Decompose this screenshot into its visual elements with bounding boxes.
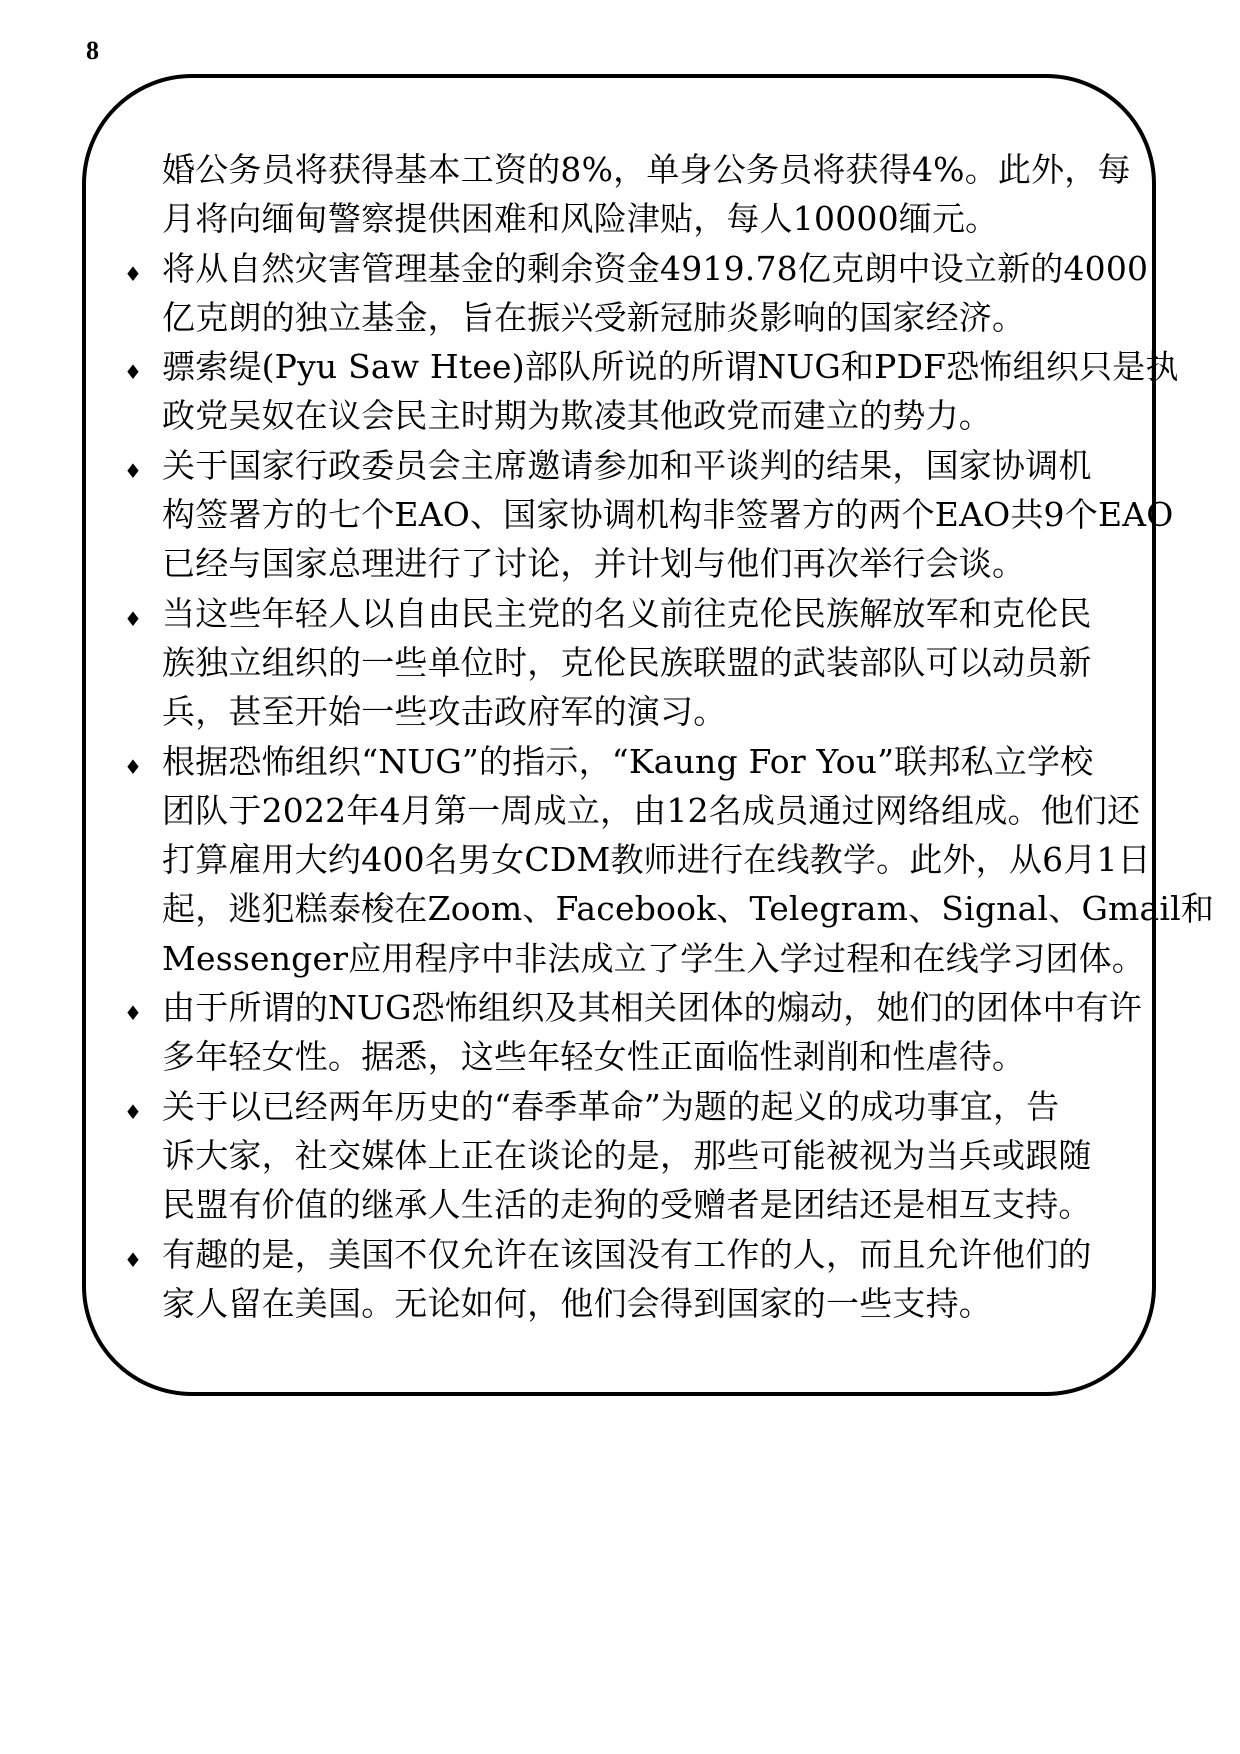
diamond-bullet-icon: ♦ [124, 754, 143, 779]
bullet-item [122, 983, 1143, 1082]
text-line: Messenger应用程序中非法成立了学生入学过程和在线学习团体。 [162, 938, 1146, 978]
bullet-item [122, 589, 1132, 737]
diamond-bullet-icon: ♦ [124, 261, 143, 286]
text-line: 家人留在美国。无论如何，他们会得到国家的一些支持。 [162, 1283, 992, 1323]
text-line: 多年轻女性。据悉，这些年轻女性正面临性剥削和性虐待。 [162, 1037, 1026, 1077]
text-line: 婚公务员将获得基本工资的8%，单身公务员将获得4%。此外，每 [162, 150, 1131, 189]
text-line: 根据恐怖组织“NUG”的指示，“Kaung For You”联邦私立学校 [162, 741, 1094, 781]
text-line: 政党吴奴在议会民主时期为欺凌其他政党而建立的势力。 [162, 396, 992, 436]
text-line: 有趣的是，美国不仅允许在该国没有工作的人，而且允许他们的 [162, 1234, 1092, 1274]
text-line: 团队于2022年4月第一周成立，由12名成员通过网络组成。他们还 [162, 790, 1141, 830]
diamond-bullet-icon: ♦ [124, 1099, 143, 1124]
bullet-item [122, 244, 1149, 343]
text-line: 打算雇用大约400名男女CDM教师进行在线教学。此外，从6月1日 [162, 840, 1151, 880]
text-line: 构签署方的七个EAO、国家协调机构非签署方的两个EAO共9个EAO [162, 495, 1174, 535]
diamond-bullet-icon: ♦ [124, 360, 143, 385]
diamond-bullet-icon: ♦ [124, 606, 143, 631]
text-line: 将从自然灾害管理基金的剩余资金4919.78亿克朗中设立新的4000 [162, 248, 1149, 288]
bullet-item [122, 737, 1215, 983]
bullet-item [122, 1082, 1132, 1230]
diamond-bullet-icon: ♦ [124, 458, 143, 483]
text-line: 由于所谓的NUG恐怖组织及其相关团体的煽动，她们的团体中有许 [162, 988, 1143, 1028]
text-line: 起，逃犯糕泰梭在Zoom、Facebook、Telegram、Signal、Gmail和 [162, 889, 1215, 929]
text-line: 月将向缅甸警察提供困难和风险津贴，每人10000缅元。 [162, 199, 999, 239]
text-line: 诉大家，社交媒体上正在谈论的是，那些可能被视为当兵或跟随 [162, 1135, 1092, 1175]
text-line: 骠索缇(Pyu Saw Htee)部队所说的所谓NUG和PDF恐怖组织只是执 [162, 347, 1179, 387]
text-line: 族独立组织的一些单位时，克伦民族联盟的武装部队可以动员新 [162, 642, 1092, 682]
text-line: 当这些年轻人以自由民主党的名义前往克伦民族解放军和克伦民 [162, 593, 1092, 633]
text-line: 关于以已经两年历史的“春季革命”为题的起义的成功事宜，告 [162, 1086, 1060, 1126]
bullet-item [122, 1230, 1132, 1329]
bullet-item [122, 441, 1174, 589]
document-body [122, 145, 1215, 1328]
text-line: 兵，甚至开始一些攻击政府军的演习。 [162, 692, 727, 732]
diamond-bullet-icon: ♦ [124, 1247, 143, 1272]
text-line: 民盟有价值的继承人生活的走狗的受赠者是团结还是相互支持。 [162, 1185, 1092, 1225]
diamond-bullet-icon: ♦ [124, 1001, 143, 1026]
text-line: 亿克朗的独立基金，旨在振兴受新冠肺炎影响的国家经济。 [162, 297, 1026, 337]
bullet-item [122, 342, 1179, 441]
continuation-paragraph [122, 145, 1132, 244]
text-line: 已经与国家总理进行了讨论，并计划与他们再次举行会谈。 [162, 544, 1026, 584]
page-number: 8 [86, 36, 99, 65]
text-line: 关于国家行政委员会主席邀请参加和平谈判的结果，国家协调机 [162, 445, 1092, 485]
